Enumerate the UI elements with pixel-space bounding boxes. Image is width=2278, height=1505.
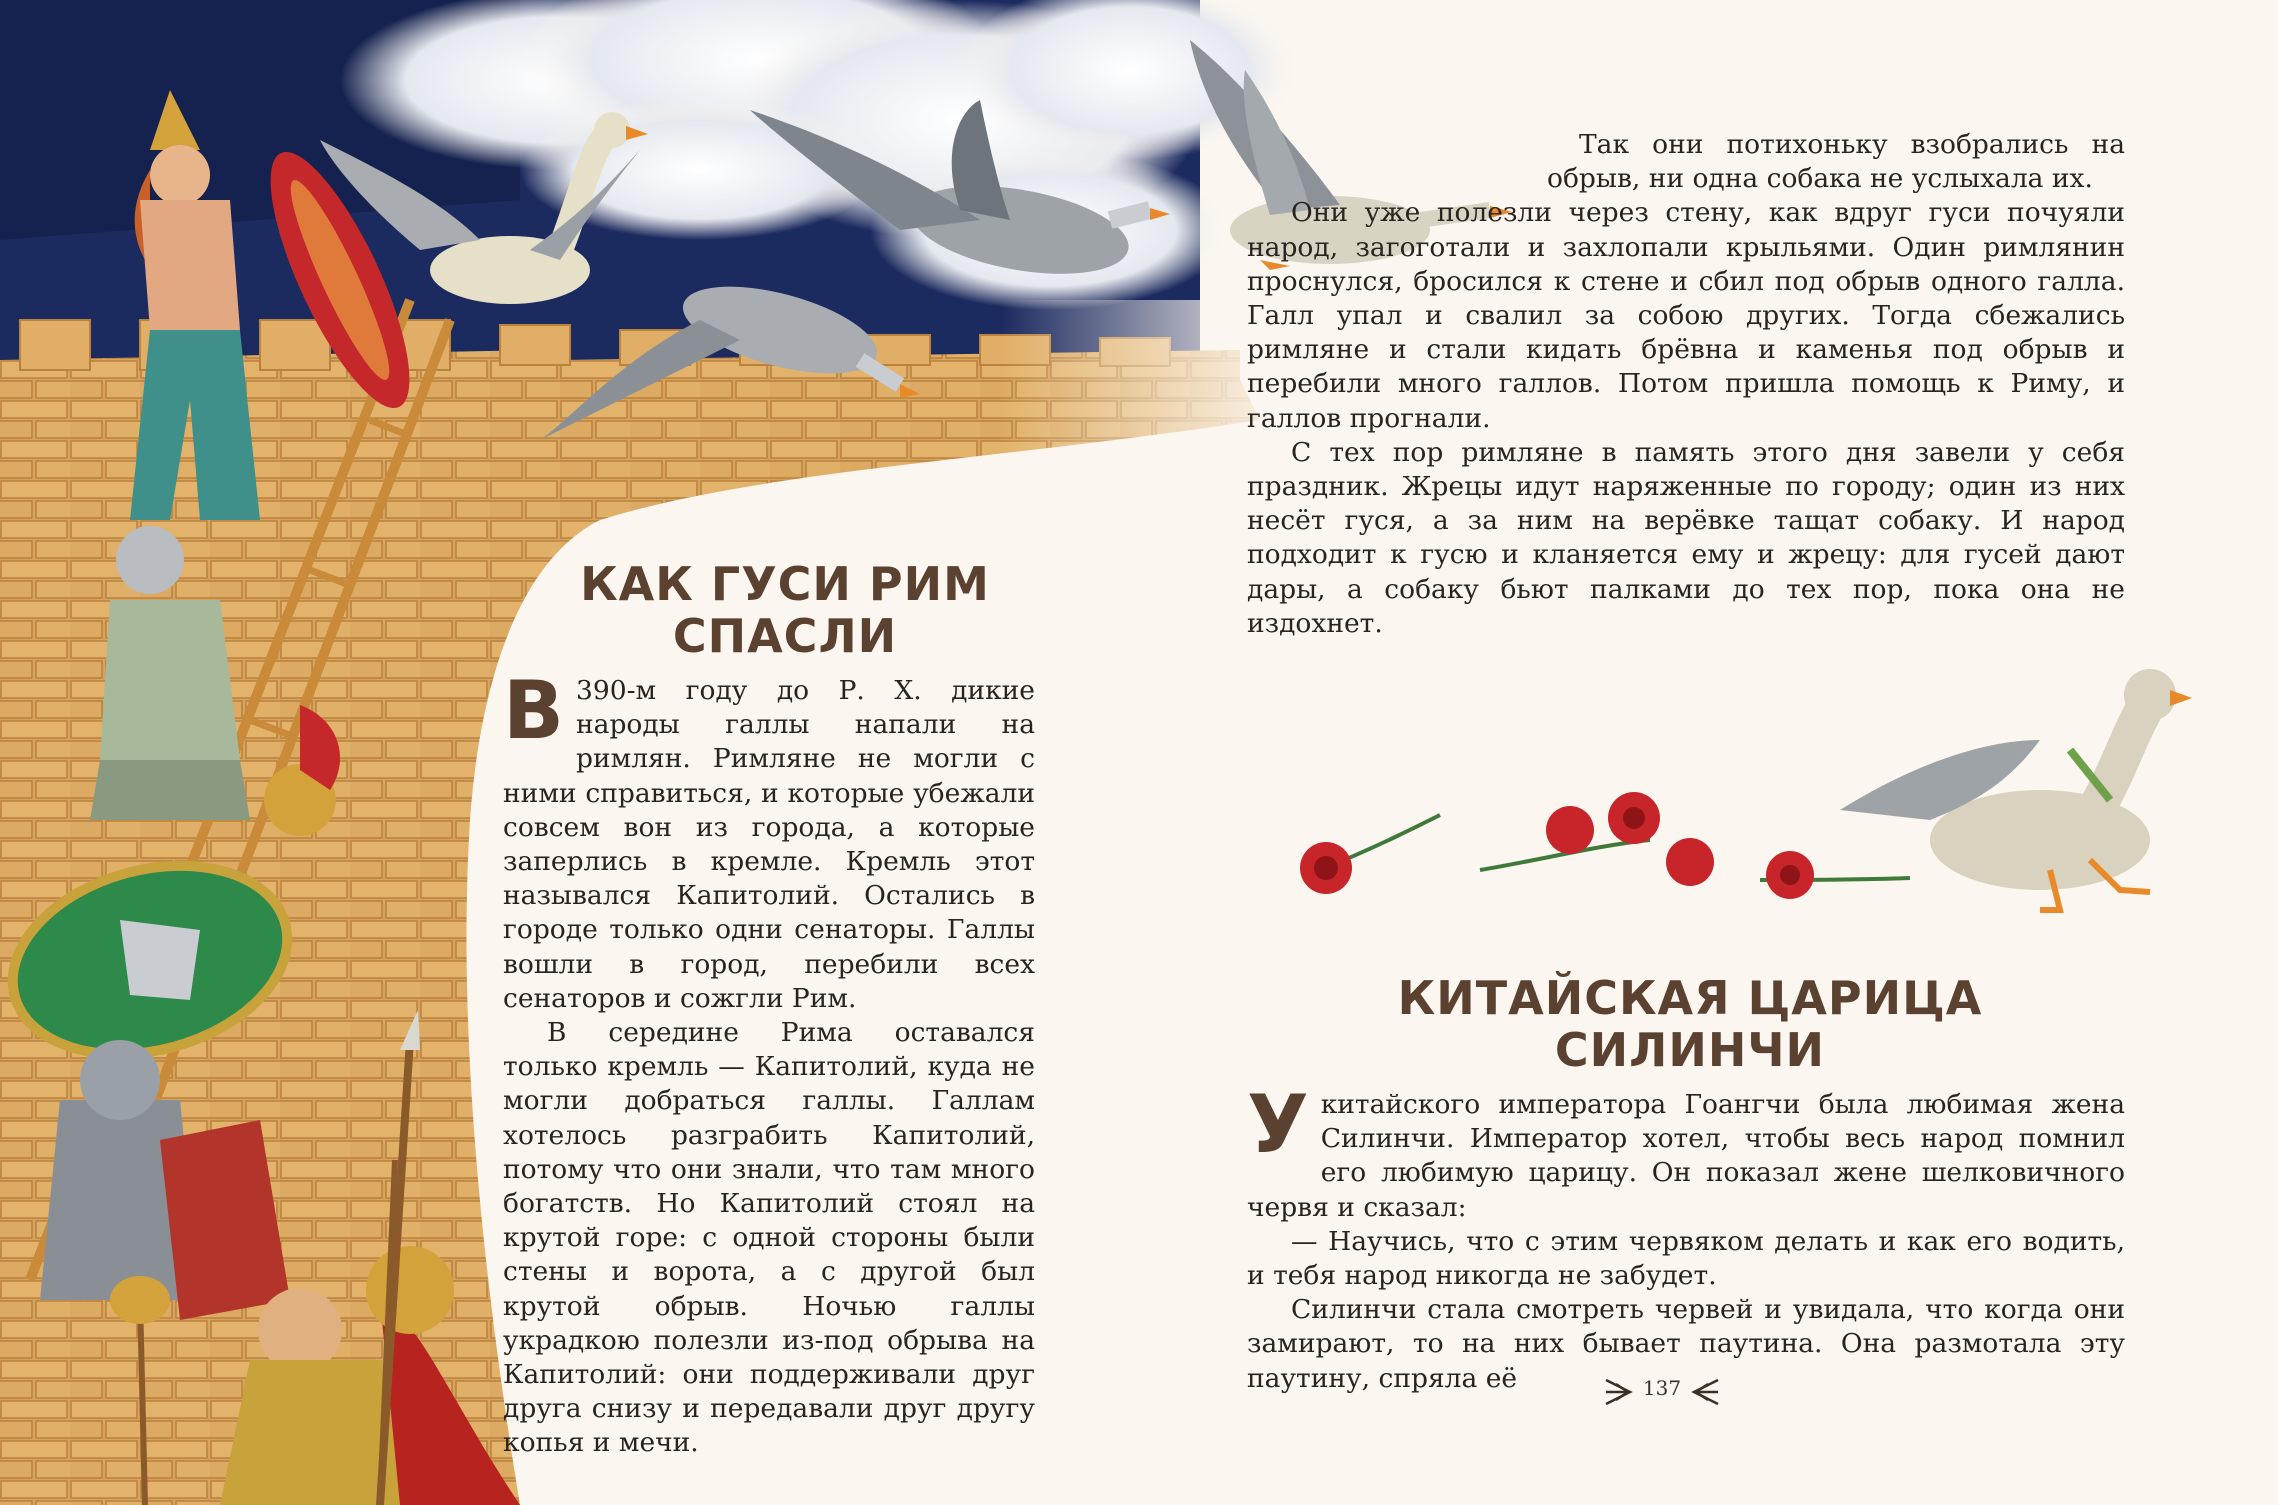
story1-title-line1: КАК ГУСИ РИМ (580, 557, 990, 611)
story1-continuation-2: Они уже полезли через стену, как вдруг гуси почуяли народ, загоготали и захлопали крыльями. Один римлянин проснулся, бросился к стене и сбил под обрыв одного галла. Галл упал и свалил за собою других. Тогда сбежались римляне и стали кидать брёвна и каменья под обрыв и перебили много галлов. Потом пришла помощь к Риму, и галлов прогнали. (1247, 197, 2125, 434)
page-number: 137 (1642, 1376, 1682, 1400)
story1-drop-cap: В (503, 664, 564, 757)
story2-title (1300, 972, 2080, 1076)
story2-body (1247, 1078, 2125, 1396)
roses-decoration (1300, 792, 1910, 899)
story1-paragraph-1 (503, 664, 1035, 1016)
walking-goose (1840, 669, 2192, 910)
story2-title-line2: СИЛИНЧИ (1554, 1023, 1826, 1077)
story2-drop-cap: У (1247, 1078, 1309, 1171)
story1-paragraph-1-text: 390-м году до Р. Х. дикие народы галлы напали на римлян. Римляне не могли с ними справиться, и которые убежали совсем вон из города, а которые заперлись в кремле. Кремль этот назывался Капитолий. Остались в городе только одни сенаторы. Галлы вошли в город, перебили всех сенаторов и сожгли Рим. (503, 675, 1035, 1014)
story1-title-line2: СПАСЛИ (672, 609, 898, 663)
story1-continuation-1: Так они потихоньку взобрались на обрыв, ни одна собака не услыхала их. (1547, 129, 2125, 195)
story2-paragraph-1-text: китайского императора Гоангчи была любимая жена Силинчи. Император хотел, чтобы весь народ помнил его любимую царицу. Он показал жене шелковичного червя и сказал: (1247, 1089, 2125, 1223)
story1-continuation-3: С тех пор римляне в память этого дня завели у себя праздник. Жрецы идут наряженные по городу; один из них несёт гуся, а за ним на верёвке тащат собаку. И народ подходит к гусю и кланяется ему и жрецу: для гусей дают дары, а собаку бьют палками до тех пор, пока она не издохнет. (1247, 436, 2125, 639)
story1-continuation (1247, 128, 2125, 641)
story1-body (503, 664, 1035, 1461)
story2-title-line1: КИТАЙСКАЯ ЦАРИЦА (1397, 971, 1983, 1025)
story2-paragraph-1 (1247, 1078, 2125, 1225)
story1-paragraph-2: В середине Рима оставался только кремль — Капитолий, куда не могли добраться галлы. Галлам хотелось разграбить Капитолий, потому что они знали, что там много богатств. Но Капитолий стоял на крутой горе: с одной стороны были стены и ворота, а с другой был крутой обрыв. Ночью галлы украдкою полезли из-под обрыва на Капитолий: они поддерживали друг друга снизу и передавали друг другу копья и мечи. (503, 1017, 1035, 1459)
story1-title (530, 558, 1040, 662)
story2-paragraph-2: — Научись, что с этим червяком делать и как его водить, и тебя народ никогда не забудет. (1247, 1225, 2125, 1292)
story2-paragraph-3: Силинчи стала смотреть червей и увидала, что когда они замирают, то на них бывает паутина. Она размотала эту паутину, спряла её (1247, 1294, 2125, 1394)
